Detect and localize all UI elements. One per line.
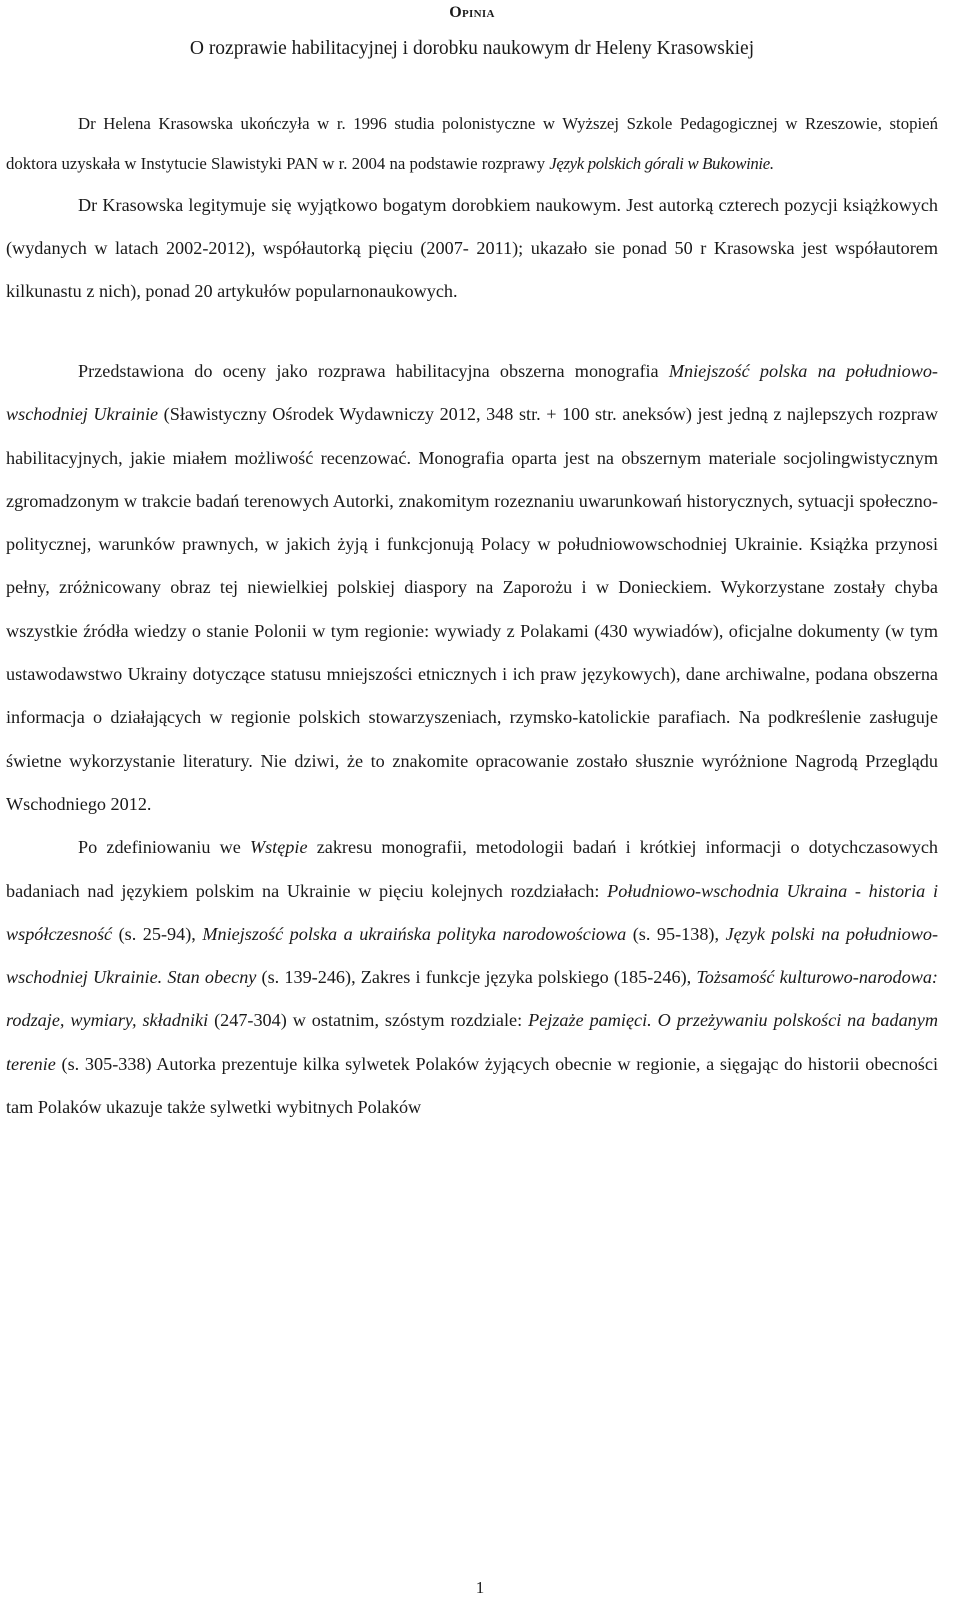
paragraph-monograph-review: [6, 350, 938, 826]
document-title: Opinia: [449, 4, 495, 21]
document-subtitle: O rozprawie habilitacyjnej i dorobku naukowym dr Heleny Krasowskiej: [189, 38, 755, 59]
paragraph-chapters: [6, 826, 938, 1129]
chapter-title: Południowo-wschodnia Ukraina - historia i współczesność: [6, 880, 939, 944]
paragraph-achievements: [6, 184, 938, 313]
paragraph-text: (s. 25-94),: [112, 923, 203, 944]
paragraph-text: Dr Helena Krasowska ukończyła w r. 1996 studia polonistyczne w Wyższej Szkole Pedagogicznej w Rzeszowie, stopień doktora uzyskała w Instytucie Slawistyki PAN w r. 2004 na podstawie rozprawy: [6, 114, 938, 173]
chapter-title: Mniejszość polska a ukraińska polityka narodowościowa: [202, 923, 627, 944]
section-title: Wstępie: [249, 837, 308, 858]
paragraph-text: zakresu monografii, metodologii badań i krótkiej informacji o dotychczasowych badaniach nad językiem polskim na Ukrainie w pięciu kolejnych rozdziałach:: [6, 837, 938, 901]
chapter-title: Język polski na południowo-wschodniej Ukrainie. Stan obecny: [6, 923, 938, 988]
page-number: 1: [475, 1578, 485, 1597]
paragraph-text: (247-304) w ostatnim, szóstym rozdziale:: [208, 1010, 529, 1031]
paragraph-text: Dr Krasowska legitymuje się wyjątkowo bogatym dorobkiem naukowym. Jest autorką czterech pozycji książkowych (wydanych w latach 2002-2012), współautorką pięciu (2007- 2011); ukazało sie ponad 50 r Krasowska jest współautorem kilkunastu z nich), ponad 20 artykułów popularnonaukowych.: [6, 195, 938, 301]
chapter-title: Pejzaże pamięci. O przeżywaniu polskości na badanym terenie: [6, 1010, 938, 1074]
paragraph-text: (s. 305-338) Autorka prezentuje kilka sylwetek Polaków żyjących obecnie w regionie, a sięgając do historii obecności tam Polaków ukazuje także sylwetki wybitnych Polaków: [6, 1053, 938, 1118]
monograph-title: Mniejszość polska na południowo-wschodniej Ukrainie: [6, 361, 938, 425]
paragraph-text: (s. 139-246), Zakres i funkcje języka polskiego (185-246),: [256, 967, 697, 988]
chapter-title: Tożsamość kulturowo-narodowa: rodzaje, wymiary, składniki: [6, 967, 938, 1031]
paragraph-text: Po zdefiniowaniu we: [78, 837, 250, 858]
paragraph-text: Przedstawiona do oceny jako rozprawa habilitacyjna obszerna monografia: [78, 361, 669, 381]
paragraph-text: (Sławistyczny Ośrodek Wydawniczy 2012, 348 str. + 100 str. aneksów) jest jedną z najlepszych rozpraw habilitacyjnych, jakie miałem możliwość recenzować. Monografia oparta jest na obszernym materiale socjolingwistycznym zgromadzonym w trakcie badań terenowych Autorki, znakomitym rozeznaniu uwarunkowań historycznych, sytuacji społeczno-politycznej, warunków prawnych, w jakich żyją i funkcjonują Polacy w południowowschodniej Ukrainie. Książka przynosi pełny, zróżnicowany obraz tej niewielkiej polskiej diaspory na Zaporożu i w Donieckiem. Wykorzystane zostały chyba wszystkie źródła wiedzy o stanie Polonii w tym regionie: wywiady z Polakami (430 wywiadów), oficjalne dokumenty (w tym ustawodawstwo Ukrainy dotyczące statusu mniejszości etnicznych i ich praw językowych), dane archiwalne, podana obszerna informacja o działających w regionie polskich stowarzyszeniach, rzymsko-katolickie parafiach. Na podkreślenie zasługuje świetne wykorzystanie literatury. Nie dziwi, że to znakomite opracowanie zostało słusznie wyróżnione Nagrodą Przeglądu Wschodniego 2012.: [6, 404, 938, 814]
book-title: Język polskich górali w Bukowinie.: [549, 154, 774, 173]
paragraph-biography: [6, 104, 938, 184]
paragraph-text: (s. 95-138),: [626, 923, 726, 944]
